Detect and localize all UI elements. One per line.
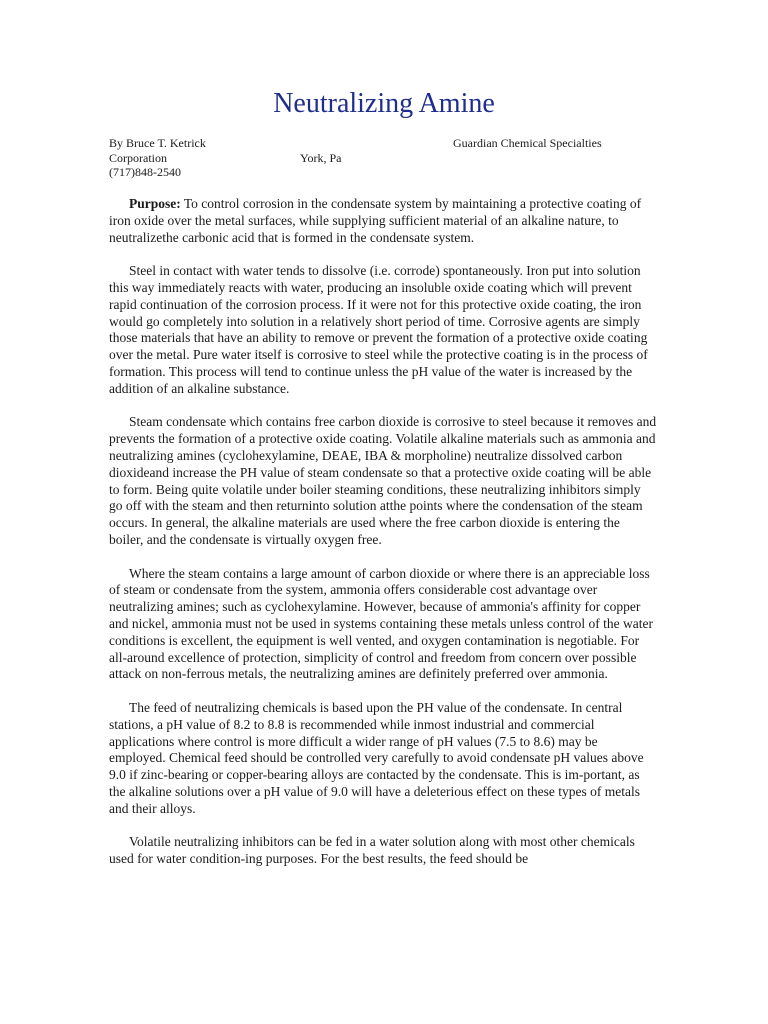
byline [109, 136, 669, 180]
document-title: Neutralizing Amine [273, 88, 495, 119]
purpose-label: Purpose: [129, 196, 181, 211]
company-name: Guardian Chemical Specialties [453, 136, 602, 150]
body-paragraph: Volatile neutralizing inhibitors can be fed in a water solution along with most other chemicals used for water condition-ing purposes. For the best results, the feed should be [109, 834, 635, 867]
byline-row-1 [109, 136, 669, 151]
body-paragraph: Where the steam contains a large amount of carbon dioxide or where there is an appreciable loss of steam or condensate from the system, ammonia offers considerable cost advantage over neutralizing amines; such as cyclohexylamine. However, because of ammonia's affinity for copper and nickel, ammonia must not be used in systems containing these metals unless control of the water conditions is excellent, the equipment is well vented, and oxygen contamination is negotiable. For all-around excellence of protection, simplicity of control and freedom from concern over possible attack on non-ferrous metals, the neutralizing amines are definitely preferred over ammonia. [109, 565, 654, 682]
body-paragraph: The feed of neutralizing chemicals is based upon the PH value of the condensate. In central stations, a pH value of 8.2 to 8.8 is recommended while inmost industrial and commercial applications where control is more difficult a wider range of pH values (7.5 to 8.6) may be employed. Chemical feed should be controlled very carefully to avoid condensate pH values above 9.0 if zinc-bearing or copper-bearing alloys are contacted by the condensate. This is im-portant, as the alkaline solutions over a pH value of 9.0 will have a deleterious effect on these types of metals and their alloys. [109, 699, 644, 816]
body-paragraph: Steam condensate which contains free carbon dioxide is corrosive to steel because it removes and prevents the formation of a protective oxide coating. Volatile alkaline materials such as ammonia and neutralizing amines (cyclohexylamine, DEAE, IBA & morpholine) neutralize dissolved carbon dioxideand increase the PH value of steam condensate so that a protective oxide coating will be able to form. Being quite volatile under boiler steaming conditions, these neutralizing inhibitors simply go off with the steam and then returninto solution atthe points where the condensation of the steam occurs. In general, the alkaline materials are used where the free carbon dioxide is entering the boiler, and the condensate is virtually oxygen free. [109, 414, 657, 547]
byline-row-2 [109, 151, 669, 166]
byline-row-3 [109, 165, 669, 180]
company-phone: (717)848-2540 [109, 165, 181, 179]
document-body [109, 196, 657, 885]
purpose-paragraph [109, 196, 657, 246]
company-corporation: Corporation [109, 150, 167, 165]
author-name: By Bruce T. Ketrick [109, 136, 206, 150]
purpose-text: To control corrosion in the condensate system by maintaining a protective coating of iron oxide over the metal surfaces, while supplying sufficient material of an alkaline nature, to neutralizethe carbonic acid that is formed in the condensate system. [109, 196, 642, 245]
body-paragraph: Steel in contact with water tends to dissolve (i.e. corrode) spontaneously. Iron put into solution this way immediately reacts with water, producing an insoluble oxide coating which will prevent rapid continuation of the corrosion process. If it were not for this protective oxide coating, the iron would go completely into solution in a relatively short period of time. Corrosive agents are simply those materials that have an ability to remove or prevent the formation of a protective oxide coating over the metal. Pure water itself is corrosive to steel while the protective coating is in the process of formation. This process will tend to continue unless the pH value of the water is increased by the addition of an alkaline substance. [109, 263, 648, 396]
company-city: York, Pa [300, 150, 342, 165]
